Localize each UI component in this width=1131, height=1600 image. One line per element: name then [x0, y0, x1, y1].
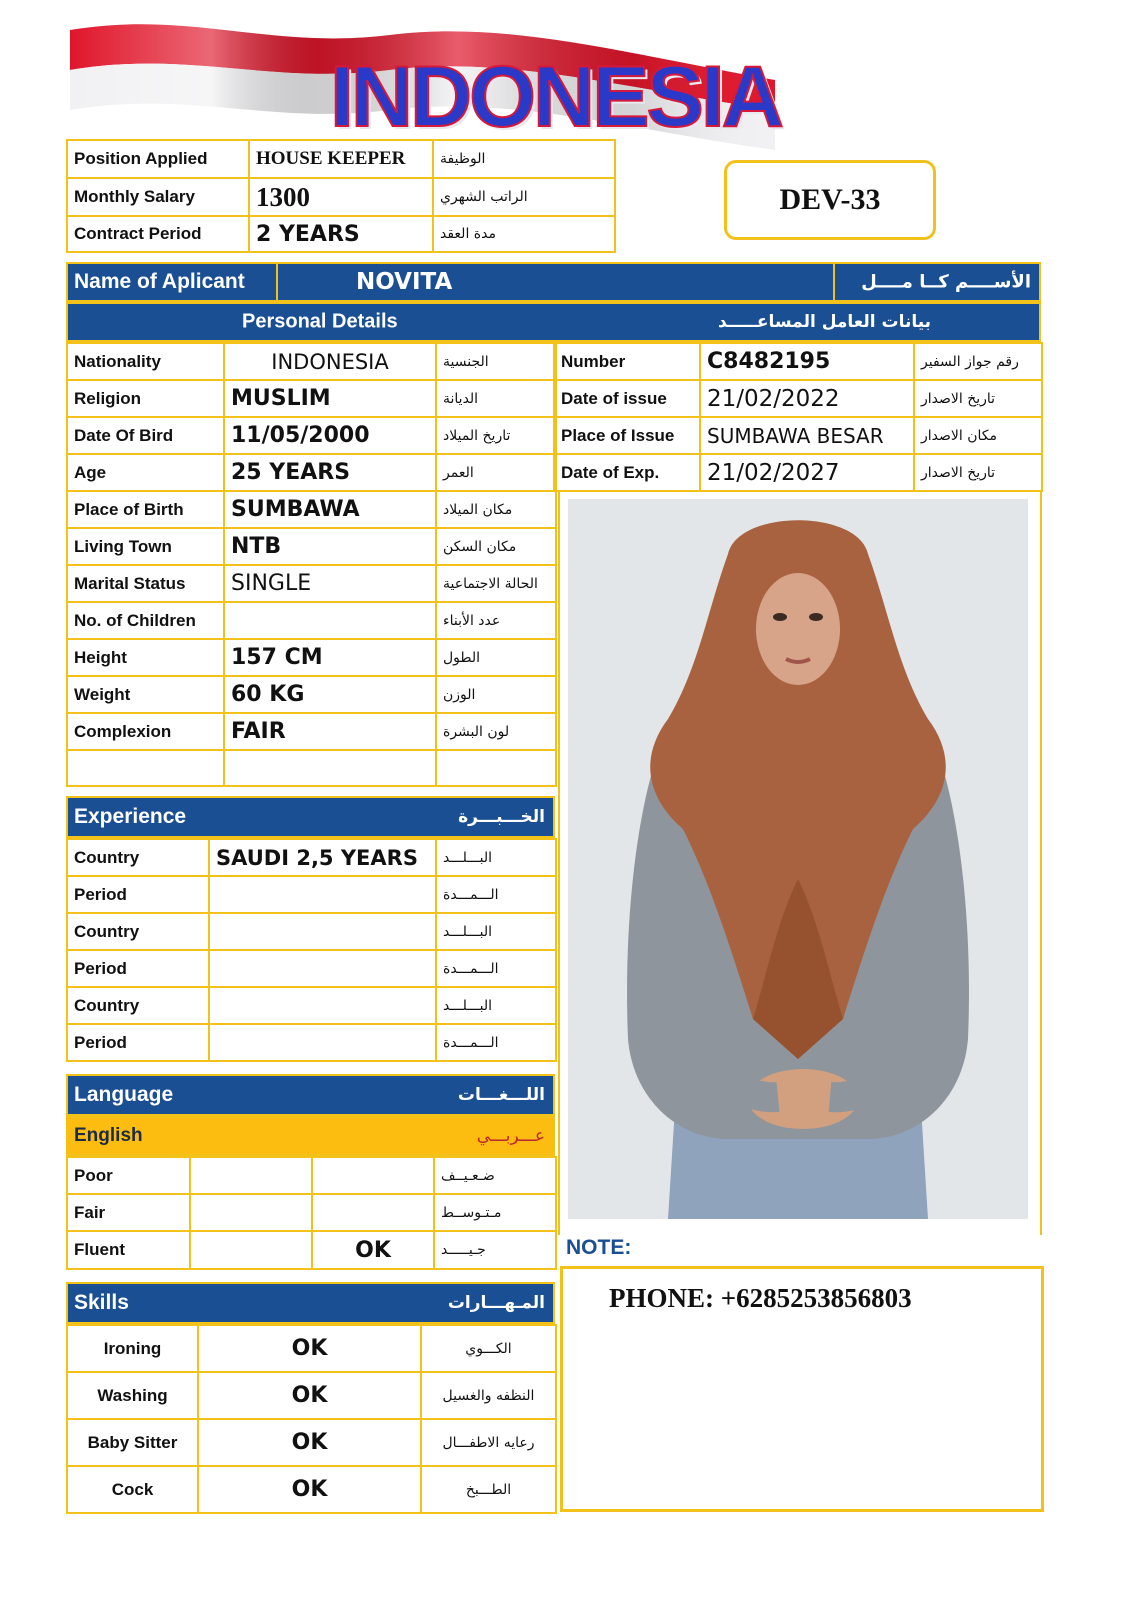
- personal-details-title-arabic: بيانات العامل المساعـــــد: [718, 312, 932, 332]
- fair-label: Fair: [67, 1194, 190, 1231]
- skills-title: Skills: [74, 1291, 129, 1314]
- personal-row: [67, 417, 556, 454]
- date-of-expiry-arabic: تاريخ الاصدار: [914, 454, 1042, 491]
- nationality-arabic: الجنسية: [436, 343, 556, 380]
- name-divider-right: [833, 264, 835, 300]
- name-divider-left: [276, 264, 278, 300]
- applicant-photo: [568, 499, 1028, 1219]
- height-value: 157 CM: [224, 639, 436, 676]
- skill-baby-sitter-arabic: رعايه الاطفـــال: [421, 1419, 556, 1466]
- marital-status-value: SINGLE: [224, 565, 436, 602]
- experience-period-arabic: الـــمـــدة: [436, 1024, 556, 1061]
- religion-label: Religion: [67, 380, 224, 417]
- experience-country-arabic: البـــلـــد: [436, 839, 556, 876]
- applicant-name-arabic: الأســــم كــا مــــل: [861, 271, 1031, 293]
- personal-row: [67, 713, 556, 750]
- language-title: Language: [74, 1083, 174, 1106]
- contract-period-arabic: مدة العقد: [433, 216, 615, 252]
- fluent-arabic: جـيـــــد: [434, 1231, 556, 1269]
- personal-row: [67, 343, 556, 380]
- skill-cook-value: OK: [198, 1466, 421, 1513]
- english-column-header: English: [74, 1125, 143, 1146]
- arabic-column-header: عـــربـــي: [476, 1126, 545, 1146]
- contract-period-label: Contract Period: [67, 216, 249, 252]
- experience-period-label: Period: [67, 950, 209, 987]
- experience-period-label: Period: [67, 876, 209, 913]
- experience-country-label: Country: [67, 839, 209, 876]
- complexion-arabic: لون البشرة: [436, 713, 556, 750]
- empty-value: [224, 750, 436, 786]
- note-label: NOTE:: [566, 1236, 632, 1259]
- date-of-expiry-label: Date of Exp.: [554, 454, 700, 491]
- place-of-issue-value: SUMBAWA BESAR: [700, 417, 914, 454]
- passport-number-arabic: رقم جواز السفير: [914, 343, 1042, 380]
- date-of-birth-arabic: تاريخ الميلاد: [436, 417, 556, 454]
- skill-washing-label: Washing: [67, 1372, 198, 1419]
- weight-arabic: الوزن: [436, 676, 556, 713]
- children-arabic: عدد الأبناء: [436, 602, 556, 639]
- experience-country-label: Country: [67, 913, 209, 950]
- skill-row: [67, 1325, 556, 1372]
- experience-row: [67, 913, 556, 950]
- position-applied-label: Position Applied: [67, 140, 249, 178]
- phone-number: PHONE: +6285253856803: [609, 1283, 912, 1313]
- place-of-birth-arabic: مكان الميلاد: [436, 491, 556, 528]
- contract-period-value: 2 YEARS: [249, 216, 433, 252]
- complexion-label: Complexion: [67, 713, 224, 750]
- place-of-birth-label: Place of Birth: [67, 491, 224, 528]
- personal-details-bar: [66, 302, 1041, 342]
- children-value: [224, 602, 436, 639]
- applicant-name-label: Name of Aplicant: [74, 270, 245, 293]
- language-table: [66, 1156, 557, 1270]
- skill-row: [67, 1466, 556, 1513]
- language-subheader: [66, 1116, 555, 1156]
- personal-row: [67, 602, 556, 639]
- place-of-birth-value: SUMBAWA: [224, 491, 436, 528]
- passport-row: [554, 454, 1042, 491]
- experience-country-value: SAUDI 2,5 YEARS: [209, 839, 436, 876]
- experience-period-value: [209, 950, 436, 987]
- personal-row: [67, 565, 556, 602]
- position-applied-value: HOUSE KEEPER: [249, 140, 433, 178]
- personal-row: [67, 380, 556, 417]
- personal-row: [67, 454, 556, 491]
- poor-arabic-level: [312, 1157, 434, 1194]
- personal-row: [67, 676, 556, 713]
- position-applied-arabic: الوظيفة: [433, 140, 615, 178]
- reference-code-box: DEV-33: [724, 160, 936, 240]
- empty-arabic: [436, 750, 556, 786]
- fair-arabic-level: [312, 1194, 434, 1231]
- experience-row: [67, 839, 556, 876]
- monthly-salary-arabic: الراتب الشهري: [433, 178, 615, 216]
- job-row-position: [67, 140, 615, 178]
- weight-label: Weight: [67, 676, 224, 713]
- skill-row: [67, 1419, 556, 1466]
- experience-row: [67, 876, 556, 913]
- experience-period-arabic: الـــمـــدة: [436, 950, 556, 987]
- skill-ironing-arabic: الكـــوي: [421, 1325, 556, 1372]
- skill-cook-label: Cock: [67, 1466, 198, 1513]
- personal-row-empty: [67, 750, 556, 786]
- date-of-birth-value: 11/05/2000: [224, 417, 436, 454]
- date-of-expiry-value: 21/02/2027: [700, 454, 914, 491]
- language-bar: [66, 1074, 555, 1116]
- date-of-issue-arabic: تاريخ الاصدار: [914, 380, 1042, 417]
- poor-label: Poor: [67, 1157, 190, 1194]
- applicant-name-bar: [66, 262, 1041, 302]
- language-row: [67, 1157, 556, 1194]
- age-value: 25 YEARS: [224, 454, 436, 491]
- experience-row: [67, 950, 556, 987]
- age-arabic: العمر: [436, 454, 556, 491]
- country-title: INDONESIA: [330, 49, 781, 145]
- skill-washing-arabic: النظفه والغسيل: [421, 1372, 556, 1419]
- weight-value: 60 KG: [224, 676, 436, 713]
- language-title-arabic: اللـــغـــات: [457, 1085, 545, 1105]
- skills-title-arabic: المـهـــارات: [447, 1293, 545, 1313]
- place-of-issue-label: Place of Issue: [554, 417, 700, 454]
- job-row-contract: [67, 216, 615, 252]
- poor-arabic: ضـعـيــف: [434, 1157, 556, 1194]
- passport-row: [554, 380, 1042, 417]
- date-of-birth-label: Date Of Bird: [67, 417, 224, 454]
- experience-table: [66, 838, 557, 1062]
- empty-label: [67, 750, 224, 786]
- experience-country-label: Country: [67, 987, 209, 1024]
- skill-cook-arabic: الطـــبخ: [421, 1466, 556, 1513]
- fair-arabic: مـتـوســط: [434, 1194, 556, 1231]
- experience-country-arabic: البـــلـــد: [436, 987, 556, 1024]
- experience-period-value: [209, 876, 436, 913]
- experience-bar: [66, 796, 555, 838]
- skills-table: [66, 1324, 557, 1514]
- experience-country-value: [209, 987, 436, 1024]
- passport-row: [554, 417, 1042, 454]
- date-of-issue-value: 21/02/2022: [700, 380, 914, 417]
- skill-ironing-value: OK: [198, 1325, 421, 1372]
- experience-period-value: [209, 1024, 436, 1061]
- job-row-salary: [67, 178, 615, 216]
- fluent-label: Fluent: [67, 1231, 190, 1269]
- language-row: [67, 1231, 556, 1269]
- marital-status-label: Marital Status: [67, 565, 224, 602]
- poor-english: [190, 1157, 312, 1194]
- living-town-label: Living Town: [67, 528, 224, 565]
- personal-details-table: [66, 342, 557, 787]
- skill-baby-sitter-label: Baby Sitter: [67, 1419, 198, 1466]
- personal-row: [67, 528, 556, 565]
- nationality-label: Nationality: [67, 343, 224, 380]
- living-town-arabic: مكان السكن: [436, 528, 556, 565]
- experience-title: Experience: [74, 805, 187, 828]
- passport-row: [554, 343, 1042, 380]
- experience-row: [67, 1024, 556, 1061]
- complexion-value: FAIR: [224, 713, 436, 750]
- religion-value: MUSLIM: [224, 380, 436, 417]
- date-of-issue-label: Date of issue: [554, 380, 700, 417]
- note-box: [560, 1266, 1044, 1512]
- marital-status-arabic: الحالة الاجتماعية: [436, 565, 556, 602]
- experience-row: [67, 987, 556, 1024]
- skill-washing-value: OK: [198, 1372, 421, 1419]
- personal-row: [67, 491, 556, 528]
- job-info-table: [66, 139, 616, 253]
- skill-row: [67, 1372, 556, 1419]
- experience-title-arabic: الخـــبـــرة: [458, 807, 545, 827]
- age-label: Age: [67, 454, 224, 491]
- experience-period-label: Period: [67, 1024, 209, 1061]
- applicant-name-value: NOVITA: [356, 269, 453, 295]
- language-row: [67, 1194, 556, 1231]
- experience-country-value: [209, 913, 436, 950]
- experience-country-arabic: البـــلـــد: [436, 913, 556, 950]
- skills-bar: [66, 1282, 555, 1324]
- passport-table: [553, 342, 1043, 492]
- monthly-salary-label: Monthly Salary: [67, 178, 249, 216]
- skill-baby-sitter-value: OK: [198, 1419, 421, 1466]
- height-label: Height: [67, 639, 224, 676]
- religion-arabic: الديانة: [436, 380, 556, 417]
- nationality-value: INDONESIA: [224, 343, 436, 380]
- living-town-value: NTB: [224, 528, 436, 565]
- experience-period-arabic: الـــمـــدة: [436, 876, 556, 913]
- place-of-issue-arabic: مكان الاصدار: [914, 417, 1042, 454]
- skill-ironing-label: Ironing: [67, 1325, 198, 1372]
- passport-number-label: Number: [554, 343, 700, 380]
- height-arabic: الطول: [436, 639, 556, 676]
- passport-number-value: C8482195: [700, 343, 914, 380]
- children-label: No. of Children: [67, 602, 224, 639]
- fluent-english: [190, 1231, 312, 1269]
- personal-row: [67, 639, 556, 676]
- fair-english: [190, 1194, 312, 1231]
- monthly-salary-value: 1300: [249, 178, 433, 216]
- fluent-arabic-level: OK: [312, 1231, 434, 1269]
- personal-details-title: Personal Details: [242, 310, 398, 333]
